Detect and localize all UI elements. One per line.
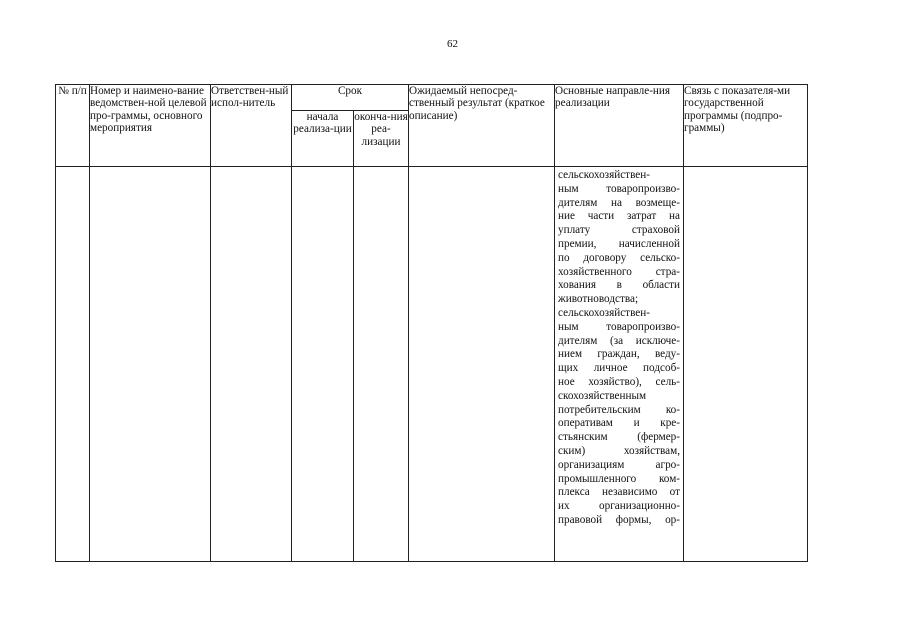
directions-line: нием граждан, веду- [558, 348, 680, 361]
cell-link [684, 167, 808, 562]
cell-expected [409, 167, 555, 562]
directions-line: стьянским (фермер- [558, 431, 680, 444]
cell-responsible [211, 167, 292, 562]
header-term-start: начала реализа-ции [292, 111, 354, 167]
directions-line: животноводства; [558, 293, 639, 306]
directions-line: их организационно- [558, 500, 680, 513]
header-num: № п/п [56, 85, 90, 167]
program-table [55, 84, 808, 562]
header-directions: Основные направле-ния реализации [555, 85, 684, 167]
directions-line: сельскохозяйствен- [558, 306, 650, 319]
directions-line: дителям на возмеще- [558, 196, 680, 209]
directions-line: ным товаропроизво- [558, 182, 680, 195]
directions-line: хования в области [558, 279, 680, 292]
page-number: 62 [447, 38, 458, 50]
directions-line: ние части затрат на [558, 210, 680, 223]
directions-line: хозяйственного стра- [558, 265, 680, 278]
directions-line: скохозяйственным [558, 389, 647, 402]
directions-line: организациям агро- [558, 458, 680, 471]
directions-line: щих личное подсоб- [558, 362, 680, 375]
header-row-1 [56, 85, 808, 111]
directions-line: уплату страховой [558, 224, 680, 237]
directions-line: дителям (за исключе- [558, 334, 680, 347]
directions-line: ным товаропроизво- [558, 320, 680, 333]
header-term: Срок [292, 85, 409, 111]
cell-term-start [292, 167, 354, 562]
cell-term-end [354, 167, 409, 562]
directions-line: оперативам и кре- [558, 417, 680, 430]
directions-line: промышленного ком- [558, 472, 680, 485]
directions-line: премии, начисленной [558, 237, 680, 250]
table-row [56, 167, 808, 562]
directions-line: потребительским ко- [558, 403, 680, 416]
directions-line: ное хозяйство), сель- [558, 375, 680, 388]
header-responsible: Ответствен-ный испол-нитель [211, 85, 292, 167]
directions-line: правовой формы, ор- [558, 513, 680, 526]
header-expected: Ожидаемый непосред-ственный результат (краткое описание) [409, 85, 555, 167]
header-link: Связь с показателя-ми государственной программы (подпро-граммы) [684, 85, 808, 167]
directions-line: плекса независимо от [558, 486, 680, 499]
header-term-end: оконча-ния реа-лизации [354, 111, 409, 167]
cell-name [90, 167, 211, 562]
directions-line: ским) хозяйствам, [558, 444, 680, 457]
directions-text [555, 167, 683, 528]
directions-line: по договору сельско- [558, 251, 680, 264]
header-name: Номер и наимено-вание ведомствен-ной целевой про-граммы, основного мероприятия [90, 85, 211, 167]
directions-line: сельскохозяйствен- [558, 169, 650, 181]
cell-directions [555, 167, 684, 562]
cell-num [56, 167, 90, 562]
